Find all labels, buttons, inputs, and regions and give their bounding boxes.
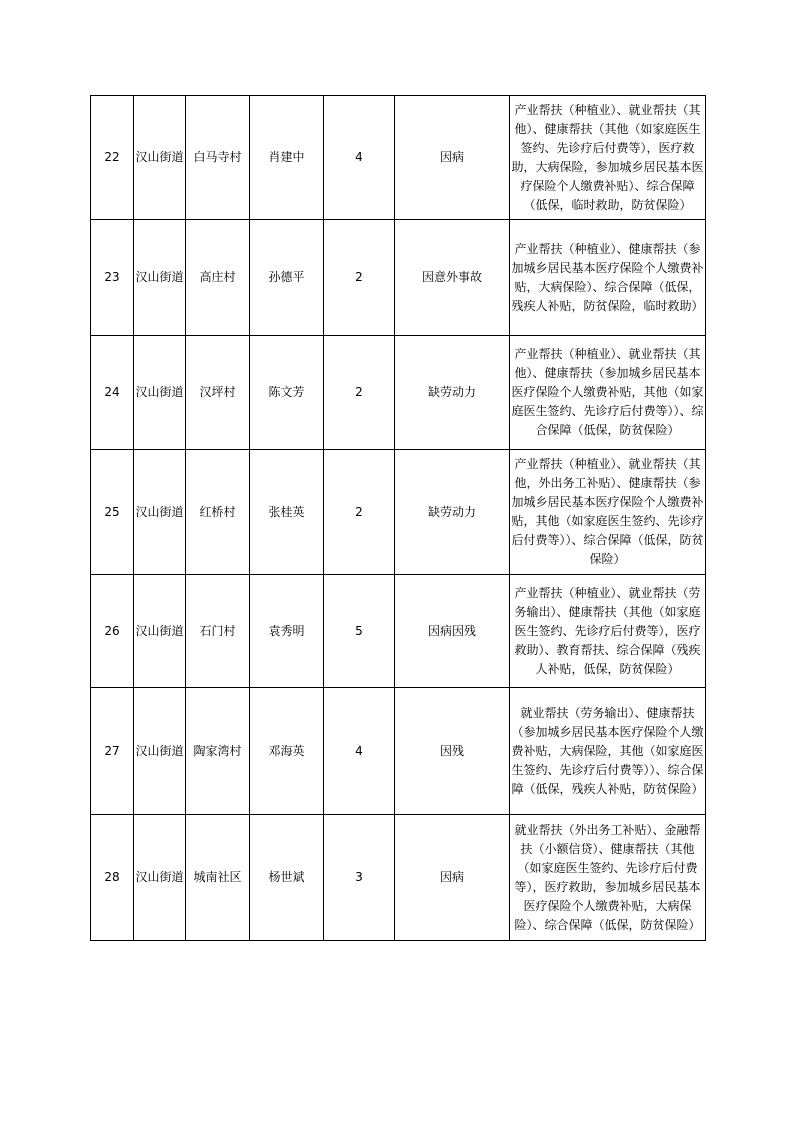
village-cell: 红桥村 <box>186 450 250 575</box>
street-cell: 汉山街道 <box>134 96 186 220</box>
village-cell: 陶家湾村 <box>186 688 250 815</box>
assistance-measures-cell: 产业帮扶（种植业）、就业帮扶（劳务输出）、健康帮扶（其他（如家庭医生签约、先诊疗后付费等），医疗救助）、教育帮扶、综合保障（残疾人补贴，低保，防贫保险） <box>510 575 706 688</box>
row-number: 23 <box>91 220 134 336</box>
poverty-cause-cell: 因残 <box>395 688 510 815</box>
name-cell: 孙德平 <box>250 220 324 336</box>
table-row <box>91 96 706 220</box>
street-cell: 汉山街道 <box>134 688 186 815</box>
poverty-cause-cell: 因病 <box>395 96 510 220</box>
household-size-cell: 4 <box>324 688 395 815</box>
village-cell: 白马寺村 <box>186 96 250 220</box>
assistance-measures-cell: 产业帮扶（种植业）、就业帮扶（其他）、健康帮扶（参加城乡居民基本医疗保险个人缴费补贴，其他（如家庭医生签约、先诊疗后付费等））、综合保障（低保，防贫保险） <box>510 336 706 450</box>
village-cell: 汉坪村 <box>186 336 250 450</box>
row-number: 24 <box>91 336 134 450</box>
street-cell: 汉山街道 <box>134 220 186 336</box>
poverty-cause-cell: 缺劳动力 <box>395 450 510 575</box>
poverty-cause-cell: 因病 <box>395 815 510 941</box>
household-size-cell: 3 <box>324 815 395 941</box>
row-number: 26 <box>91 575 134 688</box>
poverty-cause-cell: 因病因残 <box>395 575 510 688</box>
table-row <box>91 815 706 941</box>
row-number: 27 <box>91 688 134 815</box>
street-cell: 汉山街道 <box>134 450 186 575</box>
village-cell: 高庄村 <box>186 220 250 336</box>
name-cell: 陈文芳 <box>250 336 324 450</box>
household-size-cell: 2 <box>324 336 395 450</box>
household-size-cell: 2 <box>324 450 395 575</box>
name-cell: 肖建中 <box>250 96 324 220</box>
table-row <box>91 688 706 815</box>
assistance-measures-cell: 产业帮扶（种植业）、就业帮扶（其他，外出务工补贴）、健康帮扶（参加城乡居民基本医疗保险个人缴费补贴，其他（如家庭医生签约、先诊疗后付费等））、综合保障（低保，防贫保险） <box>510 450 706 575</box>
table-row <box>91 575 706 688</box>
village-cell: 城南社区 <box>186 815 250 941</box>
poverty-cause-cell: 缺劳动力 <box>395 336 510 450</box>
assistance-measures-cell: 产业帮扶（种植业）、健康帮扶（参加城乡居民基本医疗保险个人缴费补贴，大病保险）、综合保障（低保，残疾人补贴，防贫保险，临时救助） <box>510 220 706 336</box>
street-cell: 汉山街道 <box>134 575 186 688</box>
assistance-measures-cell: 就业帮扶（外出务工补贴）、金融帮扶（小额信贷）、健康帮扶（其他（如家庭医生签约、先诊疗后付费等），医疗救助，参加城乡居民基本医疗保险个人缴费补贴，大病保险）、综合保障（低保，防贫保险） <box>510 815 706 941</box>
assistance-records-table <box>90 95 706 941</box>
household-size-cell: 2 <box>324 220 395 336</box>
name-cell: 杨世斌 <box>250 815 324 941</box>
village-cell: 石门村 <box>186 575 250 688</box>
household-size-cell: 4 <box>324 96 395 220</box>
name-cell: 张桂英 <box>250 450 324 575</box>
street-cell: 汉山街道 <box>134 336 186 450</box>
row-number: 25 <box>91 450 134 575</box>
poverty-cause-cell: 因意外事故 <box>395 220 510 336</box>
row-number: 22 <box>91 96 134 220</box>
table-row <box>91 336 706 450</box>
assistance-measures-cell: 产业帮扶（种植业）、就业帮扶（其他）、健康帮扶（其他（如家庭医生签约、先诊疗后付费等），医疗救助，大病保险，参加城乡居民基本医疗保险个人缴费补贴）、综合保障（低保，临时救助，防贫保险） <box>510 96 706 220</box>
name-cell: 袁秀明 <box>250 575 324 688</box>
household-size-cell: 5 <box>324 575 395 688</box>
row-number: 28 <box>91 815 134 941</box>
assistance-measures-cell: 就业帮扶（劳务输出）、健康帮扶（参加城乡居民基本医疗保险个人缴费补贴，大病保险，其他（如家庭医生签约、先诊疗后付费等））、综合保障（低保，残疾人补贴，防贫保险） <box>510 688 706 815</box>
name-cell: 邓海英 <box>250 688 324 815</box>
street-cell: 汉山街道 <box>134 815 186 941</box>
table-row <box>91 220 706 336</box>
table-row <box>91 450 706 575</box>
